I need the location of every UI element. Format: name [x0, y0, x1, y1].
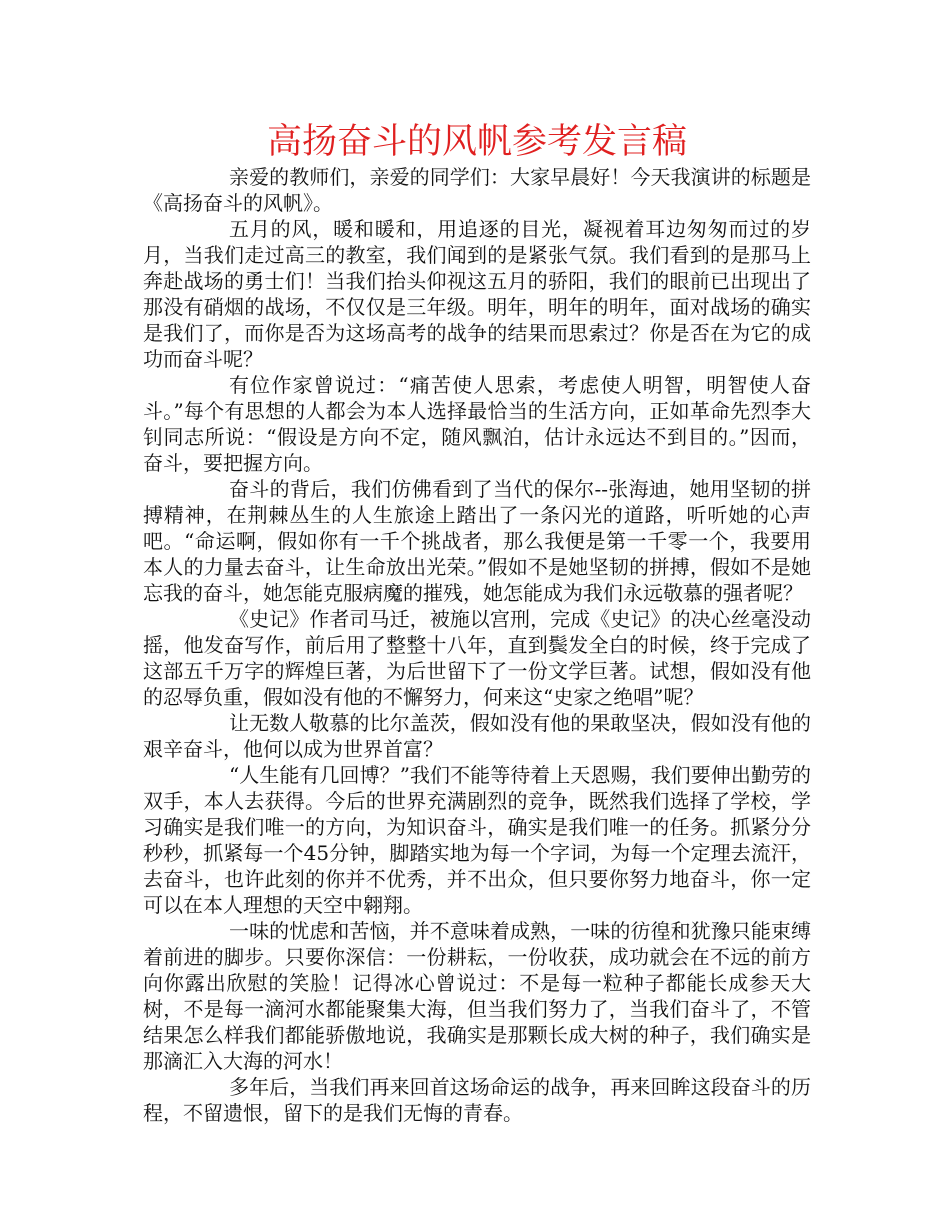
- paragraph-greeting: 亲爱的教师们，亲爱的同学们：大家早晨好！今天我演讲的标题是《高扬奋斗的风帆》。: [143, 165, 811, 215]
- document-title: 高扬奋斗的风帆参考发言稿: [266, 122, 687, 162]
- document-page: [143, 120, 811, 1126]
- paragraph-bill-gates: 让无数人敬慕的比尔盖茨，假如没有他的果敢坚决，假如没有他的艰辛奋斗，他何以成为世界首富？: [143, 711, 811, 761]
- paragraph-conclusion: 多年后，当我们再来回首这场命运的战争，再来回眸这段奋斗的历程，不留遗恨，留下的是我们无悔的青春。: [143, 1075, 811, 1125]
- paragraph-sima-qian: 《史记》作者司马迁，被施以宫刑，完成《史记》的决心丝毫没动摇，他发奋写作，前后用了整整十八年，直到鬓发全白的时候，终于完成了这部五千万字的辉煌巨著，为后世留下了一份文学巨著。试想，假如没有他的忍辱负重，假如没有他的不懈努力，何来这“史家之绝唱”呢？: [143, 607, 811, 709]
- paragraph-life-struggle: “人生能有几回博？”我们不能等待着上天恩赐，我们要伸出勤劳的双手，本人去获得。今后的世界充满剧烈的竞争，既然我们选择了学校，学习确实是我们唯一的方向，为知识奋斗，确实是我们唯一的任务。抓紧分分秒秒，抓紧每一个45分钟，脚踏实地为每一个字词，为每一个定理去流汗，去奋斗，也许此刻的你并不优秀，并不出众，但只要你努力地奋斗，你一定可以在本人理想的天空中翱翔。: [143, 763, 811, 917]
- paragraph-bing-xin: 一味的忧虑和苦恼，并不意味着成熟，一味的彷徨和犹豫只能束缚着前进的脚步。只要你深信：一份耕耘，一份收获，成功就会在不远的前方向你露出欣慰的笑脸！记得冰心曾说过：不是每一粒种子都能长成参天大树，不是每一滴河水都能聚集大海，但当我们努力了，当我们奋斗了，不管结果怎么样我们都能骄傲地说，我确实是那颗长成大树的种子，我们确实是那滴汇入大海的河水！: [143, 919, 811, 1073]
- document-body: [143, 164, 811, 1126]
- paragraph-may-wind: 五月的风，暖和暖和，用追逐的目光，凝视着耳边匆匆而过的岁月，当我们走过高三的教室，我们闻到的是紧张气氛。我们看到的是那马上奔赴战场的勇士们！当我们抬头仰视这五月的骄阳，我们的眼前已出现出了那没有硝烟的战场，不仅仅是三年级。明年，明年的明年，面对战场的确实是我们了，而你是否为这场高考的战争的结果而思索过？你是否在为它的成功而奋斗呢？: [143, 217, 811, 371]
- paragraph-writer-quote: 有位作家曾说过：“痛苦使人思索，考虑使人明智，明智使人奋斗。”每个有思想的人都会为本人选择最恰当的生活方向，正如革命先烈李大钊同志所说：“假设是方向不定，随风飘泊，估计永远达不到目的。”因而，奋斗，要把握方向。: [143, 373, 811, 475]
- paragraph-zhang-haidi: 奋斗的背后，我们仿佛看到了当代的保尔--张海迪，她用坚韧的拼搏精神，在荆棘丛生的人生旅途上踏出了一条闪光的道路，听听她的心声吧。“命运啊，假如你有一千个挑战者，那么我便是第一千零一个，我要用本人的力量去奋斗，让生命放出光荣。”假如不是她坚韧的拼搏，假如不是她忘我的奋斗，她怎能克服病魔的摧残，她怎能成为我们永远敬慕的强者呢？: [143, 477, 811, 605]
